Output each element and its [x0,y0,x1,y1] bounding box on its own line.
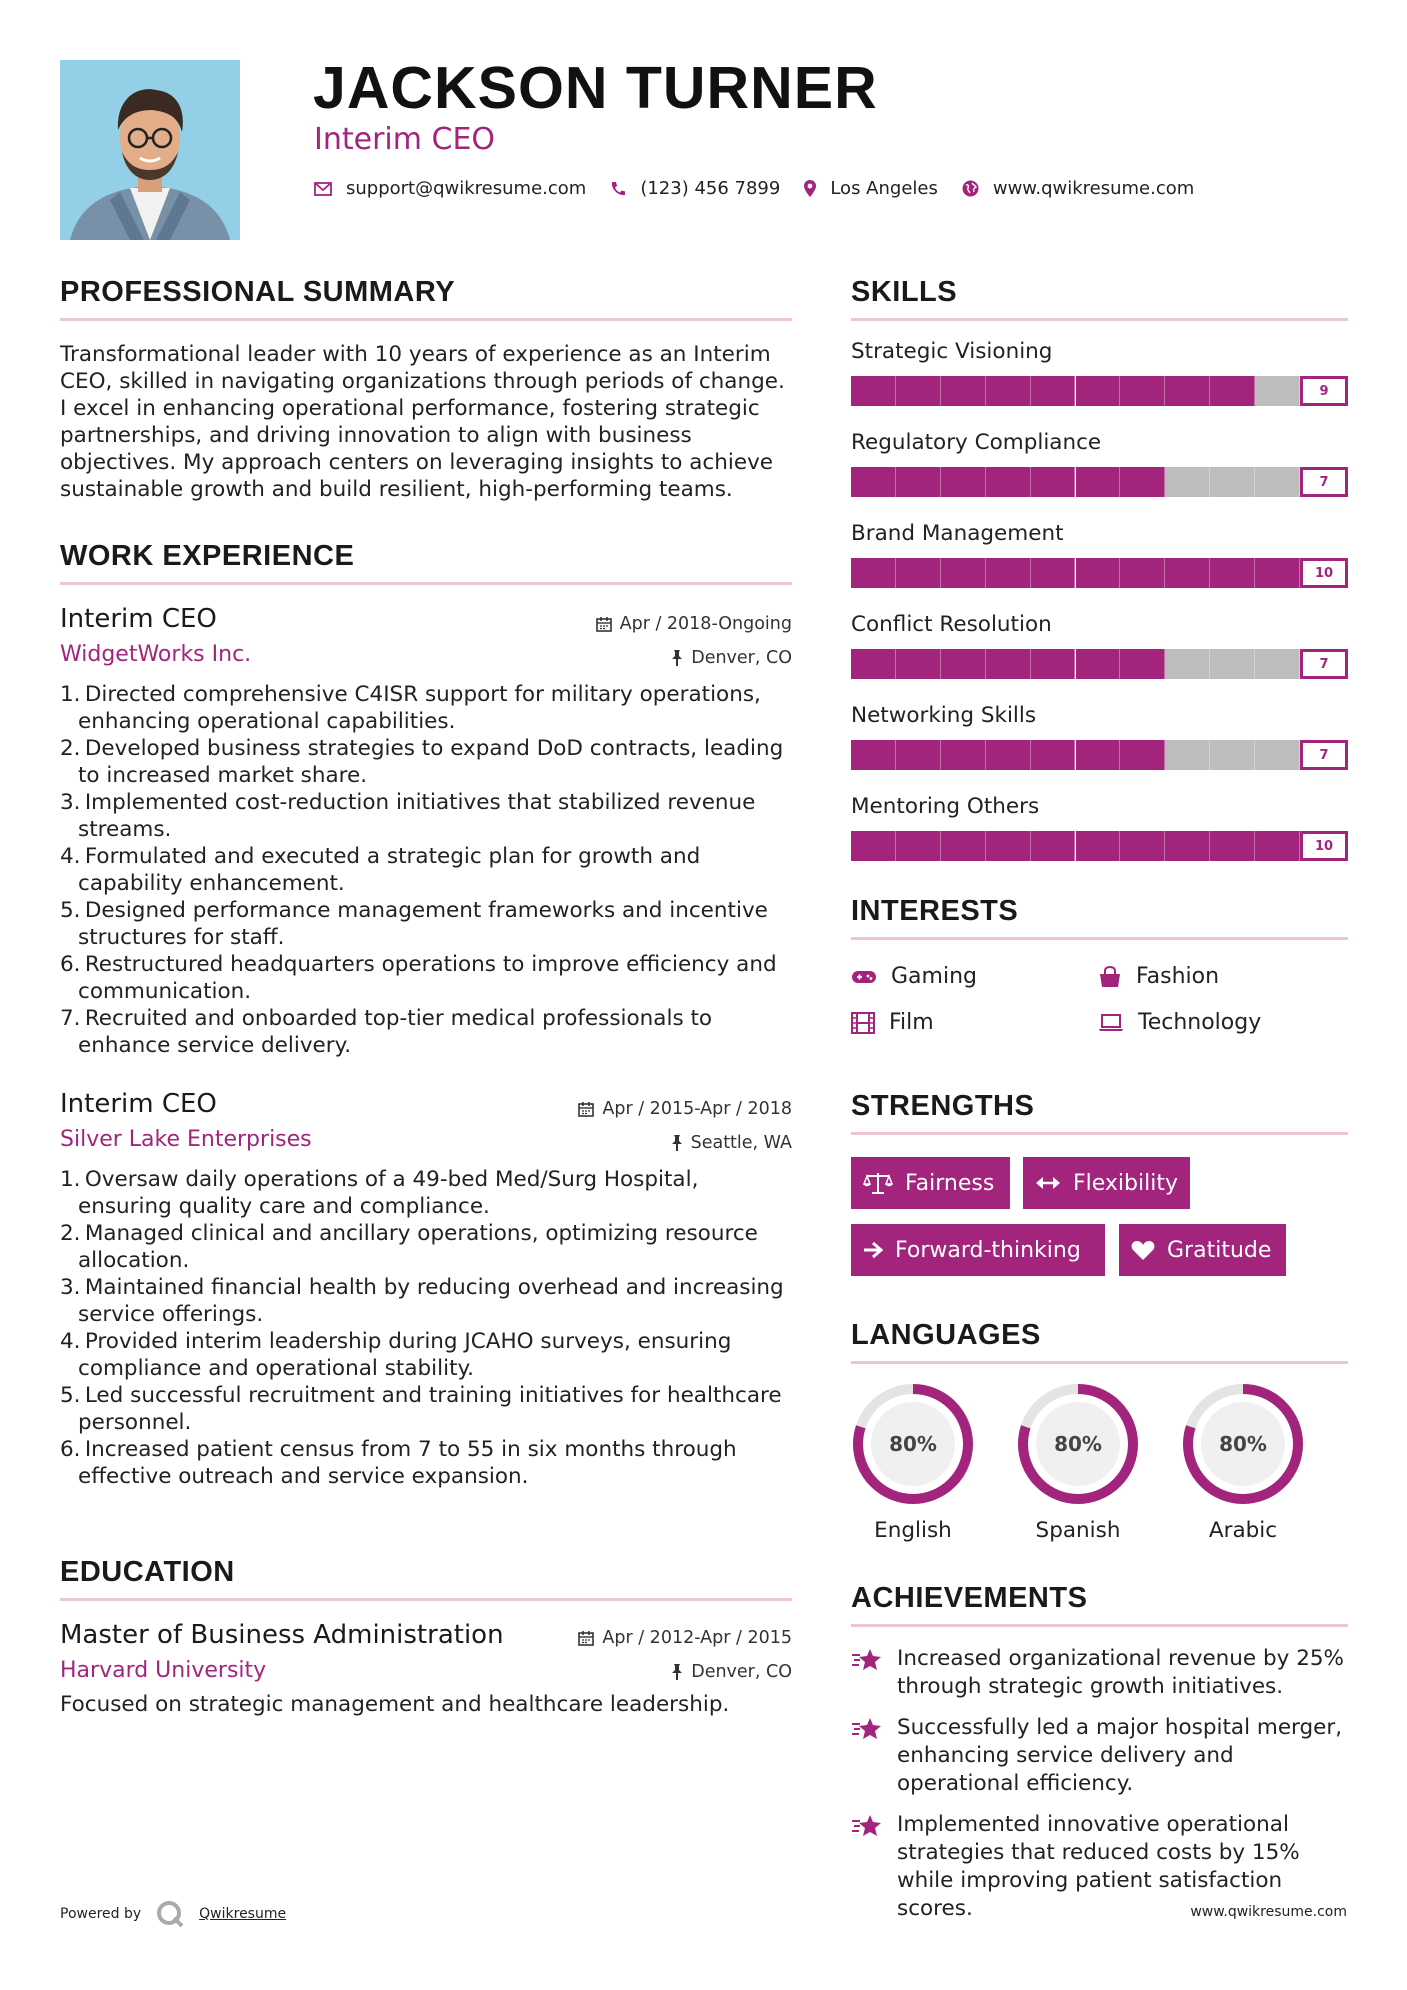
summary-section [60,276,792,503]
skill-bar [851,649,1348,679]
skill-bar-segment [896,376,941,406]
summary-text: Transformational leader with 10 years of experience as an Interim CEO, skilled in navigating organizations through periods of change. I excel in enhancing operational performance, fostering strategic partnerships, and driving innovation to align with business objectives. My approach centers on leveraging insights to achieve sustainable growth and build resilient, high-performing teams. [60,342,785,502]
interest-item [1098,1010,1261,1035]
skill-bar-segment [851,740,896,770]
skill-bar-segment [986,558,1031,588]
skill-bar-segment [1210,558,1255,588]
skill-bar-segment [986,649,1031,679]
list-item-text: Designed performance management frameworks and incentive structures for staff. [78,898,768,950]
skill-bar-segment [1165,740,1210,770]
skill-name: Regulatory Compliance [851,430,1102,455]
skills-list [851,339,1348,861]
skill-bar-segment [941,740,986,770]
strength-label: Gratitude [1167,1237,1272,1263]
interest-label: Technology [1138,1010,1262,1035]
list-item [60,789,792,843]
job-dates-text: Apr / 2015-Apr / 2018 [602,1099,792,1119]
education-heading: EDUCATION [60,1556,792,1601]
skill-item [851,794,1348,861]
footer-website[interactable]: www.qwikresume.com [1190,1904,1347,1920]
skill-bar-segment [1165,831,1210,861]
footer-powered-by [60,1899,286,1929]
achievement-text: Successfully led a major hospital merger, enhancing service delivery and operational efficiency. [897,1715,1343,1796]
right-column [851,276,1348,1936]
skill-level-badge: 7 [1300,649,1348,679]
languages-section [851,1319,1348,1552]
job-title: Interim CEO [60,1089,217,1119]
skill-bar [851,467,1348,497]
education-entry [60,1620,792,1718]
skill-name: Networking Skills [851,703,1037,728]
list-item-text: Increased patient census from 7 to 55 in six months through effective outreach and service expansion. [78,1437,737,1489]
skill-bar-segment [1031,649,1076,679]
job-location-text: Seattle, WA [690,1133,792,1153]
skills-section [851,276,1348,861]
skill-bar-segment [1076,467,1121,497]
skill-level-badge: 7 [1300,740,1348,770]
education-description: Focused on strategic management and healthcare leadership. [60,1692,730,1717]
skill-bar-segment [1255,376,1300,406]
skill-bar-segment [941,467,986,497]
envelope-icon [314,182,332,196]
film-icon [851,1012,875,1034]
skill-bar-segment [1076,376,1121,406]
job-location [671,648,792,668]
list-item [60,1328,792,1382]
skill-bar-segment [1210,649,1255,679]
list-item-text: Restructured headquarters operations to improve efficiency and communication. [78,952,777,1004]
skill-bar-segment [896,831,941,861]
list-item-text: Managed clinical and ancillary operations, optimizing resource allocation. [78,1221,758,1273]
skill-level-badge: 7 [1300,467,1348,497]
interests-heading: INTERESTS [851,895,1348,940]
pin-icon [671,1664,683,1680]
job-responsibilities [60,681,792,1059]
arrow-right-icon [863,1241,883,1259]
degree-title: Master of Business Administration [60,1620,504,1650]
list-item-text: Implemented cost-reduction initiatives that stabilized revenue streams. [78,790,756,842]
candidate-name: JACKSON TURNER [313,55,878,121]
skill-bar-segment [1165,376,1210,406]
list-item [60,1382,792,1436]
list-item-number: 2. [60,736,81,761]
education-section [60,1556,792,1718]
pin-icon [671,1135,683,1151]
strength-label: Fairness [905,1170,995,1196]
job-company: WidgetWorks Inc. [60,642,252,667]
skill-name: Brand Management [851,521,1064,546]
skill-bar-segment [1031,558,1076,588]
calendar-icon [596,616,612,632]
strengths-heading: STRENGTHS [851,1090,1348,1135]
list-item-number: 7. [60,1006,81,1031]
skill-bar-segment [1255,558,1300,588]
list-item-number: 3. [60,790,81,815]
skill-name: Mentoring Others [851,794,1040,819]
skill-item [851,430,1348,497]
globe-icon [962,180,979,197]
achievements-section [851,1582,1348,1923]
achievement-item [851,1714,1348,1798]
list-item-text: Developed business strategies to expand DoD contracts, leading to increased market share. [78,736,784,788]
school-name: Harvard University [60,1658,267,1683]
list-item [60,681,792,735]
strength-label: Forward-thinking [895,1237,1081,1263]
achievement-text: Increased organizational revenue by 25% through strategic growth initiatives. [897,1646,1344,1699]
shooting-star-icon [851,1645,897,1701]
job-location-text: Denver, CO [691,648,792,668]
pin-icon [671,650,683,666]
skill-name: Strategic Visioning [851,339,1053,364]
skill-bar-segment [896,558,941,588]
language-percent: 80% [889,1432,937,1456]
summary-heading: PROFESSIONAL SUMMARY [60,276,792,321]
skill-bar-segment [1031,831,1076,861]
shooting-star-icon [851,1811,897,1923]
job-entry [60,604,792,1059]
interest-item [851,1010,934,1035]
language-name: English [874,1518,952,1543]
skill-bar [851,376,1348,406]
skill-bar-segment [941,376,986,406]
skill-bar-segment [1076,649,1121,679]
shopping-bag-icon [1098,966,1122,988]
list-item-text: Provided interim leadership during JCAHO surveys, ensuring compliance and operational stability. [78,1329,732,1381]
interest-item [851,964,977,989]
strength-tag [1119,1224,1286,1276]
list-item-number: 5. [60,898,81,923]
achievements-heading: ACHIEVEMENTS [851,1582,1348,1627]
skill-bar-segment [1120,376,1165,406]
skill-bar [851,740,1348,770]
list-item [60,1274,792,1328]
achievement-text: Implemented innovative operational strategies that reduced costs by 15% while improving patient satisfaction scores. [897,1812,1300,1921]
strength-tag [851,1157,1010,1209]
list-item-number: 1. [60,682,81,707]
job-responsibilities [60,1166,792,1490]
experience-heading: WORK EXPERIENCE [60,540,792,585]
skill-level-badge: 10 [1300,831,1348,861]
skill-bar-segment [986,467,1031,497]
list-item-number: 2. [60,1221,81,1246]
qwikresume-logo-icon [155,1899,185,1929]
achievements-list [851,1645,1348,1923]
phone-icon [610,181,626,197]
interest-label: Gaming [891,964,977,989]
skill-bar-segment [986,376,1031,406]
education-dates-text: Apr / 2012-Apr / 2015 [602,1628,792,1648]
skill-bar-segment [1120,558,1165,588]
gamepad-icon [851,969,877,985]
map-marker-icon [804,180,816,197]
interests-list [851,954,1348,1064]
skill-bar-segment [1076,740,1121,770]
list-item-text: Recruited and onboarded top-tier medical professionals to enhance service delivery. [78,1006,713,1058]
education-dates [578,1628,792,1648]
education-location [671,1662,792,1682]
skill-bar-segment [986,740,1031,770]
heart-icon [1131,1240,1155,1261]
list-item [60,951,792,1005]
profile-photo [60,60,240,240]
skill-bar-segment [1031,740,1076,770]
list-item-text: Directed comprehensive C4ISR support for military operations, enhancing operational capabilities. [78,682,761,734]
skill-bar-segment [1076,831,1121,861]
list-item [60,735,792,789]
skill-bar-segment [1210,740,1255,770]
language-percent: 80% [1219,1432,1267,1456]
skills-heading: SKILLS [851,276,1348,321]
skill-bar-segment [941,558,986,588]
calendar-icon [578,1630,594,1646]
skill-bar-segment [896,740,941,770]
contact-email[interactable]: support@qwikresume.com [346,178,587,199]
list-item [60,843,792,897]
list-item [60,1005,792,1059]
job-company: Silver Lake Enterprises [60,1127,312,1152]
interest-item [1098,964,1219,989]
list-item [60,1436,792,1490]
skill-bar-segment [1120,740,1165,770]
skill-bar-segment [941,649,986,679]
skill-bar-segment [851,649,896,679]
list-item-text: Formulated and executed a strategic plan for growth and capability enhancement. [78,844,701,896]
arrows-horizontal-icon [1035,1176,1061,1190]
left-column [60,276,792,1718]
languages-list [851,1382,1348,1552]
list-item-text: Maintained financial health by reducing overhead and increasing service offerings. [78,1275,784,1327]
skill-name: Conflict Resolution [851,612,1052,637]
list-item-text: Oversaw daily operations of a 49-bed Med/Surg Hospital, ensuring quality care and compliance. [78,1167,699,1219]
skill-bar-segment [851,558,896,588]
skill-level-badge: 10 [1300,558,1348,588]
skill-bar-segment [1210,831,1255,861]
strength-label: Flexibility [1073,1170,1178,1196]
job-dates-text: Apr / 2018-Ongoing [619,614,792,634]
skill-bar-segment [1165,649,1210,679]
interest-label: Fashion [1136,964,1220,989]
skill-bar-segment [1120,649,1165,679]
strengths-list [851,1157,1348,1307]
education-location-text: Denver, CO [691,1662,792,1682]
list-item-number: 6. [60,1437,81,1462]
contact-location: Los Angeles [830,178,938,199]
job-location [671,1133,792,1153]
strength-tag [851,1224,1105,1276]
job-entry [60,1089,792,1490]
job-dates [578,1099,792,1119]
skill-bar-segment [1255,740,1300,770]
language-name: Spanish [1035,1518,1121,1543]
strengths-section [851,1090,1348,1307]
language-percent: 80% [1054,1432,1102,1456]
skill-bar-segment [1210,467,1255,497]
interest-label: Film [889,1010,934,1035]
skill-bar-segment [851,376,896,406]
list-item-number: 4. [60,844,81,869]
list-item-number: 6. [60,952,81,977]
interests-section [851,895,1348,1064]
powered-by-text: Powered by [60,1906,142,1922]
skill-bar [851,831,1348,861]
list-item-text: Led successful recruitment and training initiatives for healthcare personnel. [78,1383,782,1435]
shooting-star-icon [851,1714,897,1798]
skill-bar-segment [1255,467,1300,497]
language-ring [1016,1382,1140,1506]
job-title: Interim CEO [60,604,217,634]
list-item [60,1220,792,1274]
skill-bar-segment [986,831,1031,861]
list-item-number: 1. [60,1167,81,1192]
skill-bar-segment [1210,376,1255,406]
contact-bar [314,178,1218,199]
skill-bar-segment [1031,376,1076,406]
qwikresume-link[interactable]: Qwikresume [199,1906,287,1922]
language-name: Arabic [1208,1518,1278,1543]
skill-bar-segment [1120,831,1165,861]
experience-section [60,540,792,1490]
skill-bar-segment [1165,558,1210,588]
laptop-icon [1098,1014,1124,1032]
language-item [1181,1382,1305,1543]
skill-bar-segment [1120,467,1165,497]
skill-bar-segment [1165,467,1210,497]
list-item [60,1166,792,1220]
language-item [851,1382,975,1543]
list-item-number: 3. [60,1275,81,1300]
skill-bar-segment [851,831,896,861]
job-dates [596,614,792,634]
skill-item [851,703,1348,770]
skill-item [851,612,1348,679]
skill-bar-segment [1076,558,1121,588]
balance-scale-icon [863,1172,893,1194]
skill-item [851,339,1348,406]
achievement-item [851,1645,1348,1701]
skill-bar-segment [896,649,941,679]
skill-level-badge: 9 [1300,376,1348,406]
list-item-number: 5. [60,1383,81,1408]
skill-item [851,521,1348,588]
skill-bar-segment [1255,649,1300,679]
skill-bar-segment [851,467,896,497]
language-ring [851,1382,975,1506]
skill-bar-segment [941,831,986,861]
calendar-icon [578,1101,594,1117]
language-item [1016,1382,1140,1543]
skill-bar-segment [1255,831,1300,861]
strength-tag [1023,1157,1190,1209]
languages-heading: LANGUAGES [851,1319,1348,1364]
skill-bar-segment [1031,467,1076,497]
list-item [60,897,792,951]
skill-bar [851,558,1348,588]
language-ring [1181,1382,1305,1506]
candidate-role: Interim CEO [314,122,496,157]
list-item-number: 4. [60,1329,81,1354]
contact-phone: (123) 456 7899 [640,178,781,199]
skill-bar-segment [896,467,941,497]
contact-website[interactable]: www.qwikresume.com [992,178,1195,199]
